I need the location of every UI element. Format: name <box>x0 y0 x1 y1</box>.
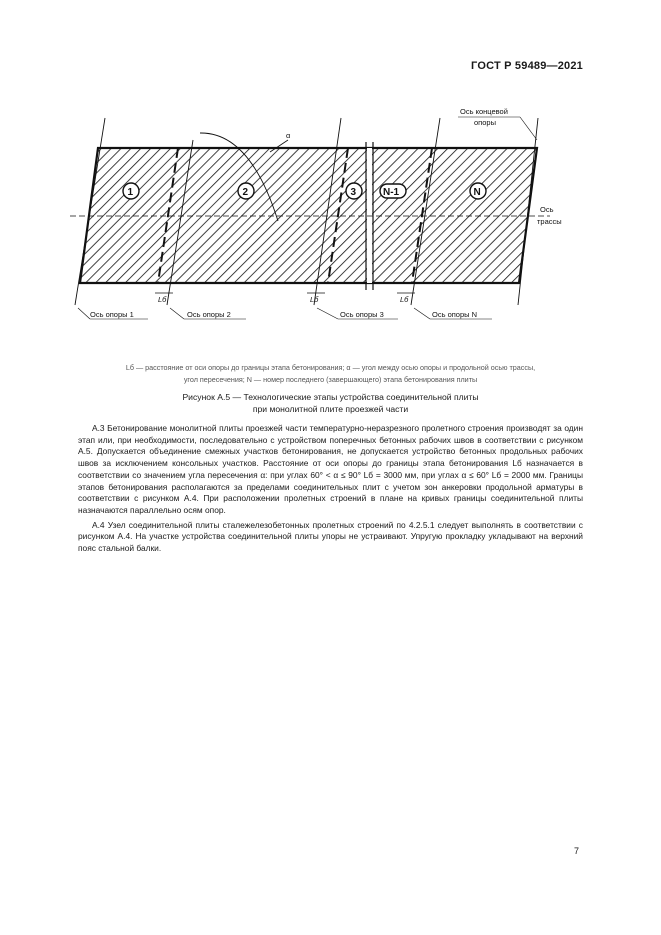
stage-label-n-1 <box>380 184 406 198</box>
stage-label-n <box>470 183 486 199</box>
stage-label-2 <box>238 183 254 199</box>
svg-text:Lб: Lб <box>310 295 319 304</box>
concreting-stages-figure <box>60 100 600 330</box>
caption-line-1: Рисунок А.5 — Технологические этапы устройства соединительной плиты <box>182 392 479 402</box>
support-label-2: Ось опоры 2 <box>187 310 231 319</box>
angle-label: α <box>286 131 291 140</box>
svg-text:N: N <box>473 187 481 198</box>
svg-text:N-1: N-1 <box>383 187 400 198</box>
svg-text:3: 3 <box>350 187 357 198</box>
svg-text:2: 2 <box>242 187 249 198</box>
stage-label-1 <box>123 183 139 199</box>
route-axis-label-line1: Ось <box>540 205 554 214</box>
document-header: ГОСТ Р 59489—2021 <box>471 60 583 72</box>
end-axis-label-line1: Ось концевой <box>460 107 508 116</box>
figure-legend <box>68 362 593 386</box>
dimension-lb-1 <box>155 293 173 304</box>
support-label-n: Ось опоры N <box>432 310 478 319</box>
paragraph-a4: А.4 Узел соединительной плиты сталежелезобетонных пролетных строений по 4.2.5.1 следует выполнять в соответствии с рисунком А.4. На участке устройства соединительной плиты упоры не устраивают. Упругую прокладку укладывают на верхний пояс стальной балки. <box>78 519 583 554</box>
legend-line-1: Lб — расстояние от оси опоры до границы этапа бетонирования; α — угол между осью опоры и продольной осью трассы, <box>125 363 536 372</box>
svg-text:Lб: Lб <box>158 295 167 304</box>
legend-line-2: угол пересечения; N — номер последнего (завершающего) этапа бетонирования плиты <box>183 375 478 384</box>
support-label-3: Ось опоры 3 <box>340 310 384 319</box>
route-axis-label-line2: трассы <box>537 217 562 226</box>
end-axis-label-line2: опоры <box>474 118 496 127</box>
page-number: 7 <box>573 846 579 856</box>
svg-text:1: 1 <box>127 187 134 198</box>
caption-line-2: при монолитной плите проезжей части <box>252 404 409 414</box>
svg-text:Lб: Lб <box>400 295 409 304</box>
stage-label-3 <box>346 183 362 199</box>
dimension-lb-2 <box>307 293 325 304</box>
figure-caption <box>68 391 593 415</box>
body-text <box>78 423 583 558</box>
slab-hatched-area <box>80 148 537 283</box>
support-label-1: Ось опоры 1 <box>90 310 134 319</box>
paragraph-a3: А.3 Бетонирование монолитной плиты проезжей части температурно-неразрезного пролетного строения производят за один этап или, при необходимости, последовательно с устройством поперечных бетонных рабочих швов в соответствии с рисунком А.5. Допускается объединение смежных участков бетонирования, не допускается устройство бетонных продольных рабочих швов за исключением консольных участков. Расстояние от оси опоры до границы этапа бетонирования Lб назначается в соответствии со значением угла пересечения α: при углах 60° < α ≤ 90° Lб = 3000 мм, при углах α ≤ 60° Lб = 2000 мм. Границы этапов бетонирования располагаются за пределами соединительных плит с учетом зон анкеровки продольной арматуры в соответствии с рисунком А.4. При расположении пролетных строений в плане на кривых границы соединительной плиты назначаются параллельно осям опор. <box>78 423 583 515</box>
